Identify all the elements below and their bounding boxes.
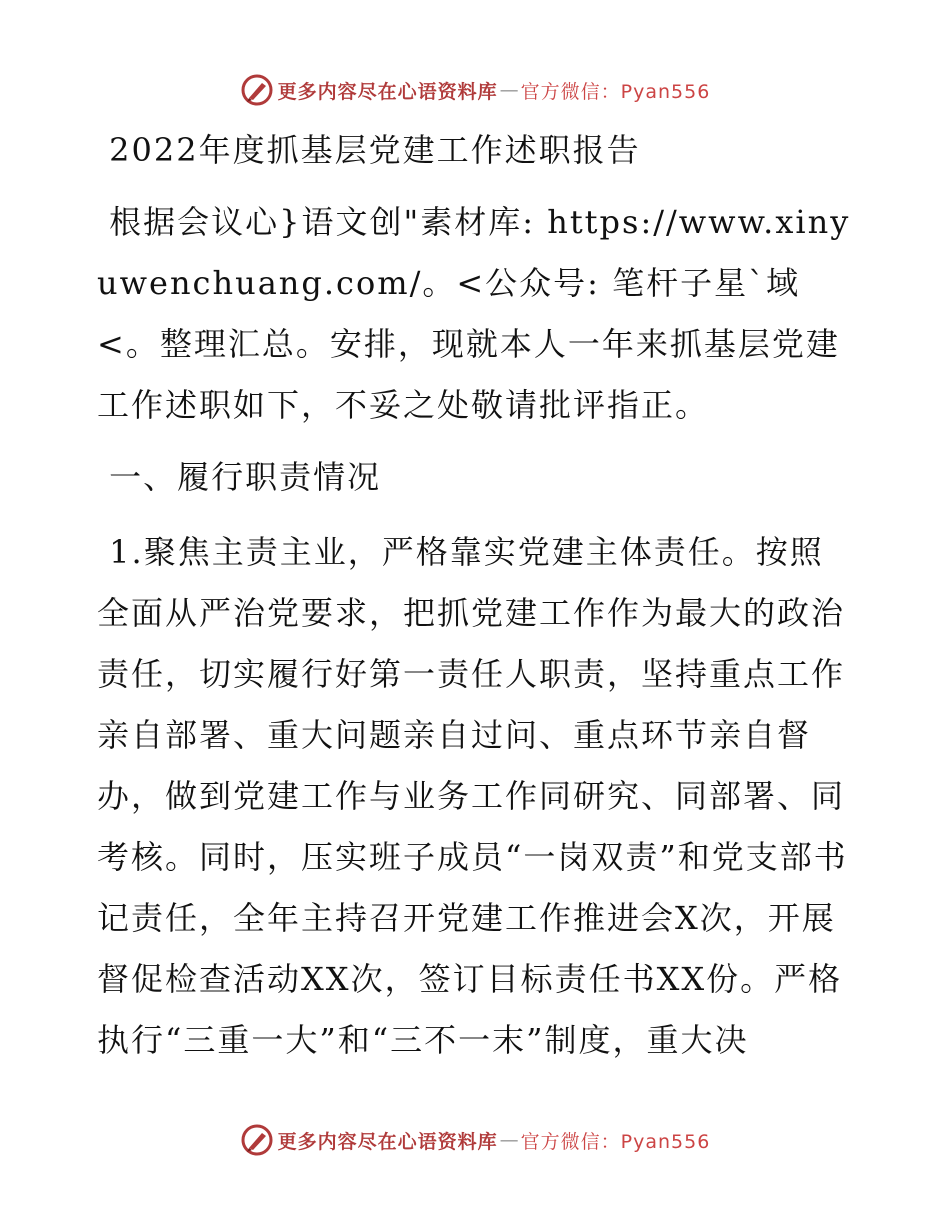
pen-logo-icon <box>240 1123 274 1157</box>
banner-wechat: 官方微信：Pyan556 <box>520 1130 711 1153</box>
banner-text: 更多内容尽在心语资料库 <box>277 80 498 103</box>
section-heading: 一、履行职责情况 <box>97 458 382 496</box>
footer-banner <box>0 1120 950 1160</box>
paragraph-item-1: 1.聚焦主责主业，严格靠实党建主体责任。按照全面从严治党要求，把抓党建工作作为最大的政治责任，切实履行好第一责任人职责，坚持重点工作亲自部署、重大问题亲自过问、重点环节亲自督办，做到党建工作与业务工作同研究、同部署、同考核。同时，压实班子成员“一岗双责”和党支部书记责任，全年主持召开党建工作推进会X次，开展督促检查活动XX次，签订目标责任书XX份。严格执行“三重一大”和“三不一末”制度，重大决 <box>97 533 848 1059</box>
header-banner <box>0 70 950 110</box>
banner-text: 更多内容尽在心语资料库 <box>277 1130 498 1153</box>
pen-logo-icon <box>240 73 274 107</box>
document-title: 2022年度抓基层党建工作述职报告 <box>109 131 641 169</box>
banner-wechat: 官方微信：Pyan556 <box>520 80 711 103</box>
banner-separator: — <box>499 79 519 101</box>
document-body <box>97 120 857 1071</box>
paragraph-intro: 根据会议心}语文创"素材库: https://www.xinyuwenchuang.com/。<公众号: 笔杆子星`域<。整理汇总。安排，现就本人一年来抓基层党建工作述职如下，不妥之处敬请批评指正。 <box>97 203 851 424</box>
banner-separator: — <box>499 1129 519 1151</box>
